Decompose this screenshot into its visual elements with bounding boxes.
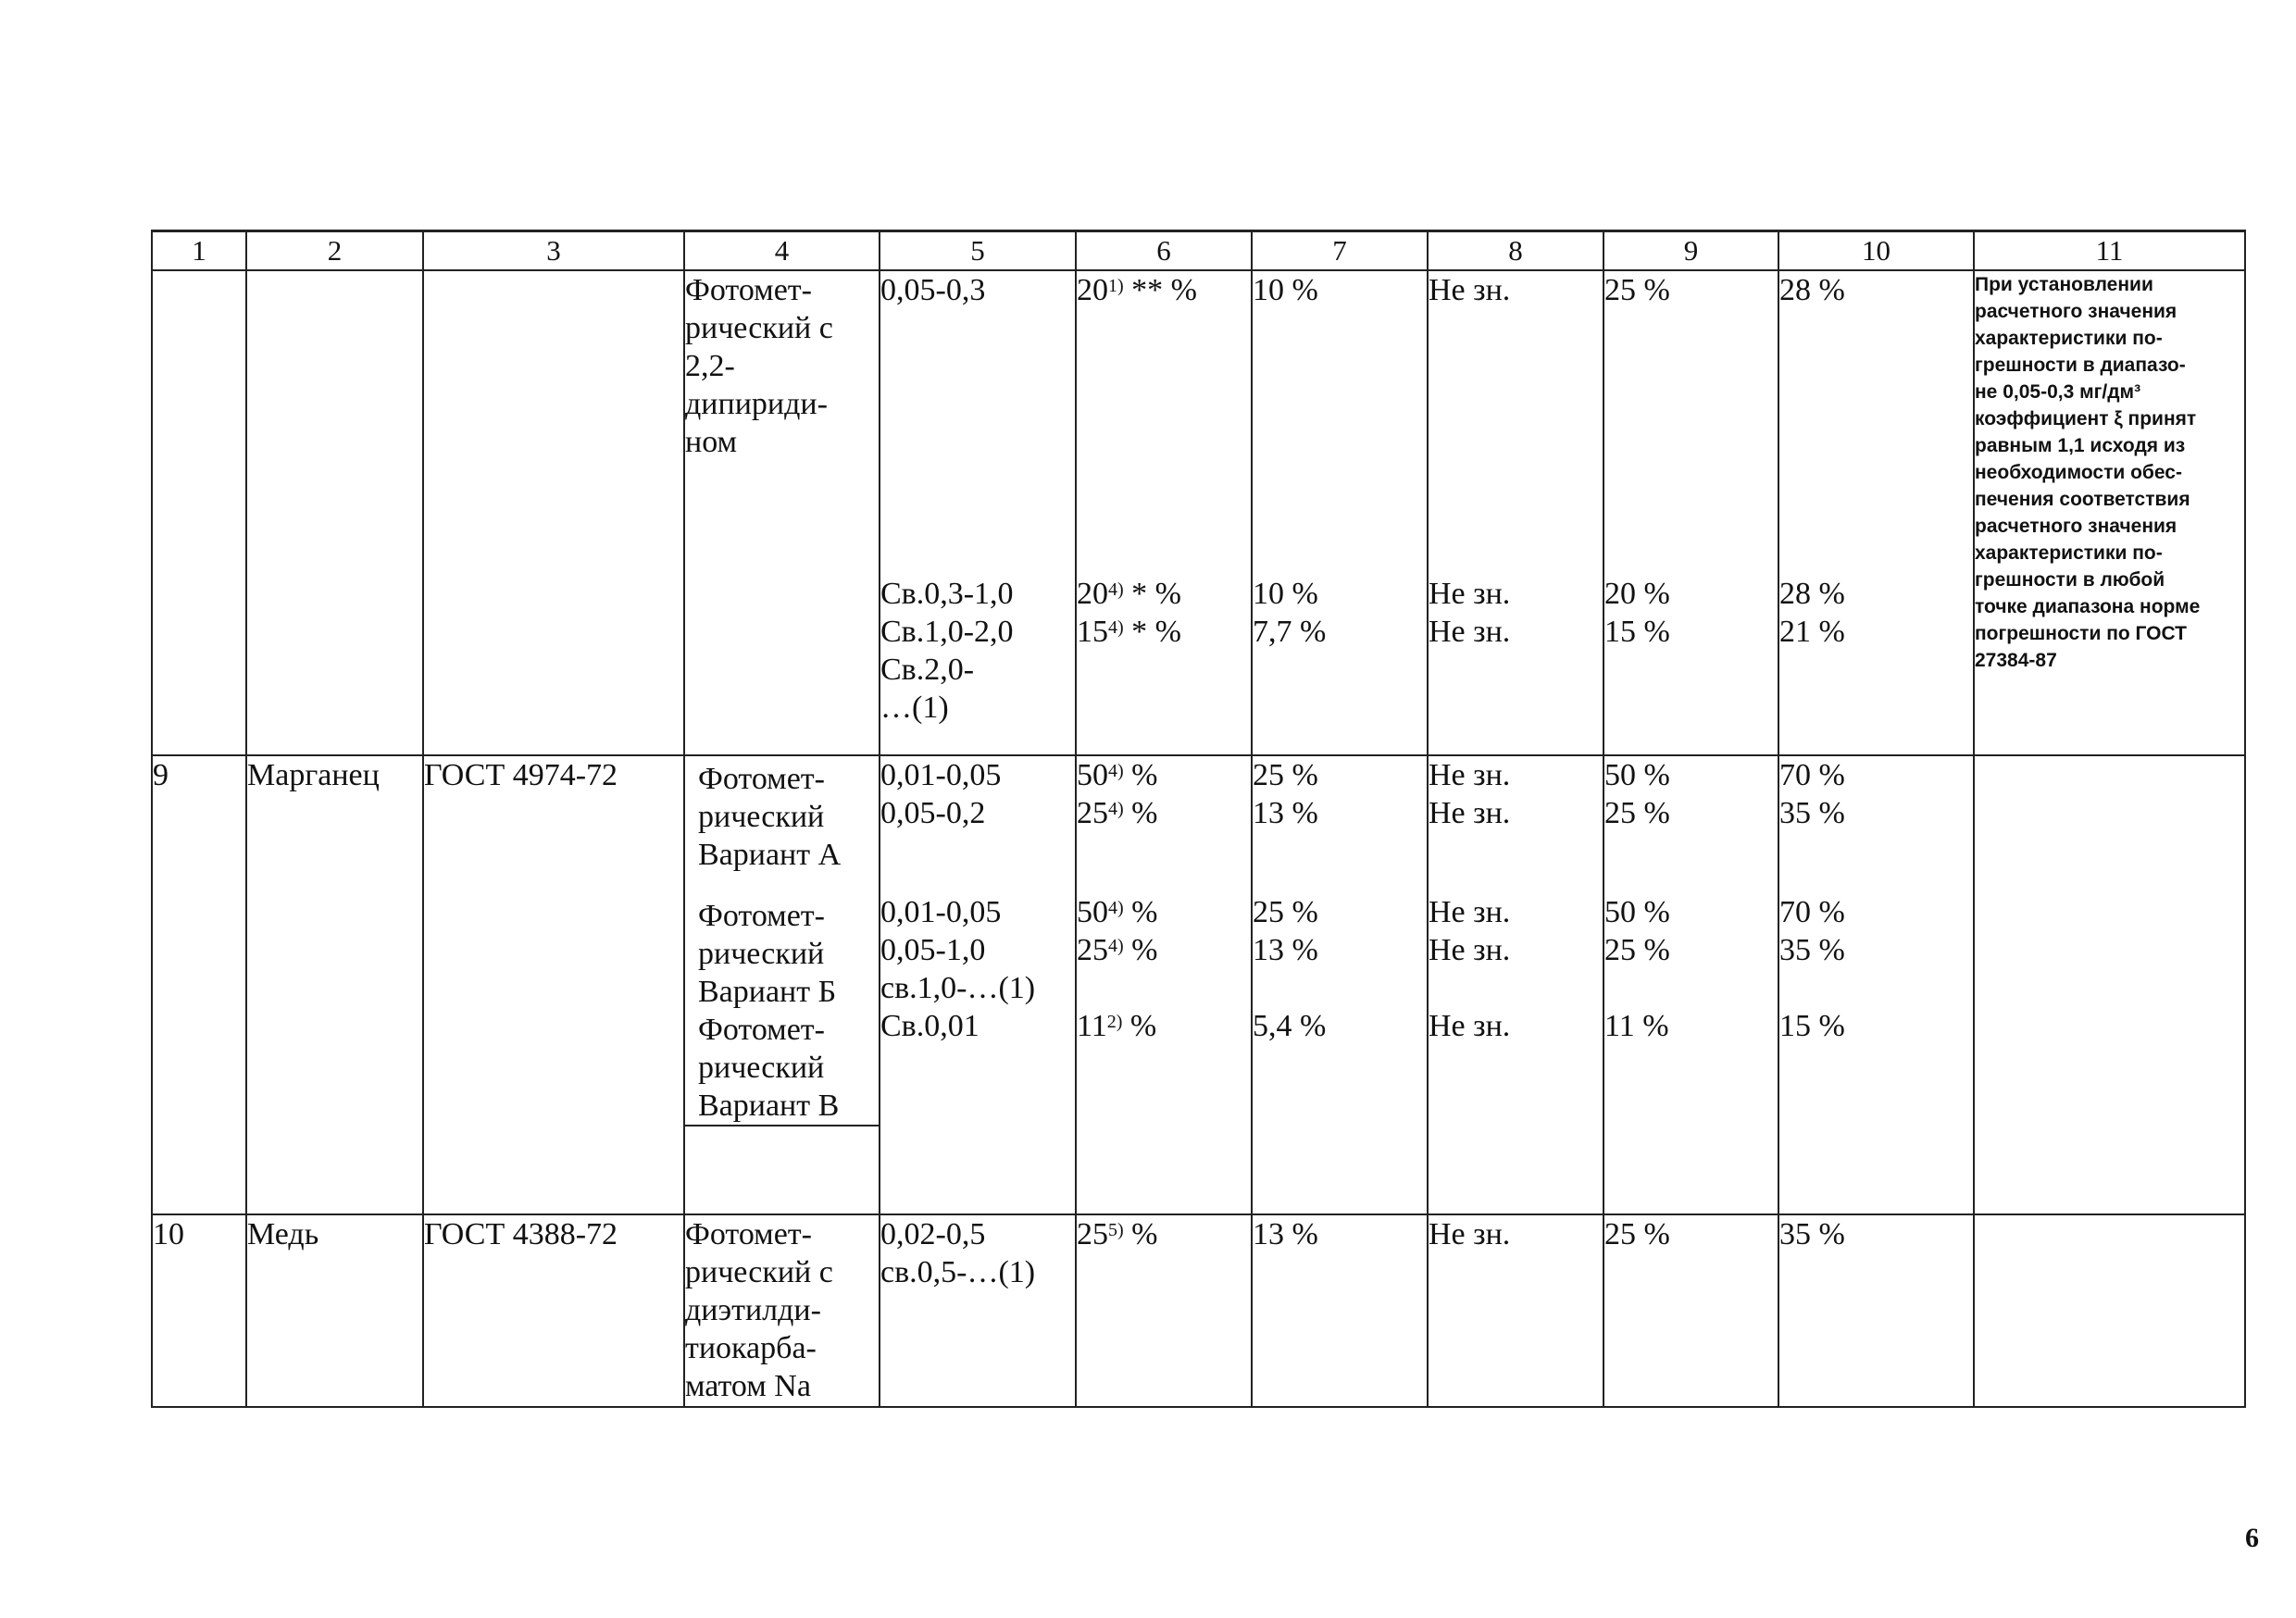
col7-cell [1252, 1214, 1428, 1407]
col6-suffix: % [1123, 796, 1158, 830]
col6-suffix: * % [1123, 577, 1181, 611]
col8-cell [1428, 1214, 1603, 1407]
gost-reference: ГОСТ 4974-72 [423, 755, 684, 1214]
method-line: диэтилди- [685, 1293, 821, 1327]
method-line: Фотомет- [698, 899, 825, 933]
col10-value: 35 % [1779, 796, 1845, 830]
col6-value [1077, 931, 1251, 969]
header-cell: 4 [684, 231, 880, 271]
col8-value: Не зн. [1429, 796, 1511, 830]
note-cell [1974, 755, 2245, 1214]
col8-value: Не зн. [1429, 577, 1511, 611]
row-number: 10 [152, 1214, 246, 1407]
note-line: характеристики по- [1975, 542, 2163, 564]
range-line: Св.0,3-1,0 [880, 577, 1014, 611]
col7-value: 10 % [1253, 273, 1318, 307]
method-line: дипириди- [685, 387, 828, 421]
col6-cell [1076, 755, 1252, 1214]
note-line: равным 1,1 исходя из [1975, 435, 2186, 456]
method-line: Фотомет- [698, 1013, 825, 1047]
col6-cell [1076, 270, 1252, 755]
note-line: При установлении [1975, 274, 2153, 295]
method-line: ном [685, 425, 738, 459]
col6-value [1077, 1215, 1251, 1253]
method-cell [684, 1214, 880, 1407]
note-line: грешности в диапазо- [1975, 355, 2186, 376]
footnote-mark: 4) [1108, 761, 1124, 781]
range-line: Св.2,0- [880, 653, 975, 687]
col9-cell [1603, 1214, 1778, 1407]
col10-value: 70 % [1779, 895, 1845, 929]
col9-cell [1603, 270, 1778, 755]
col8-cell [1428, 270, 1603, 755]
col7-value: 25 % [1253, 758, 1318, 792]
range-cell [880, 1214, 1076, 1407]
empty-subcell [685, 1125, 879, 1202]
col9-value: 25 % [1604, 796, 1670, 830]
method-line: рический с [685, 1255, 833, 1289]
col6-number: 25 [1077, 1217, 1108, 1251]
method-line: рический [698, 1051, 825, 1085]
col6-number: 50 [1077, 895, 1108, 929]
element-name: Медь [246, 1214, 423, 1407]
note-line: грешности в любой [1975, 569, 2165, 591]
col10-value: 35 % [1779, 1217, 1845, 1251]
col10-value: 70 % [1779, 758, 1845, 792]
col9-value: 20 % [1604, 577, 1670, 611]
col8-value: Не зн. [1429, 1217, 1511, 1251]
header-cell: 6 [1076, 231, 1252, 271]
header-cell: 1 [152, 231, 246, 271]
note-line: расчетного значения [1975, 301, 2177, 322]
footnote-mark: 1) [1108, 276, 1124, 296]
footnote-mark: 4) [1108, 936, 1124, 956]
col7-value: 5,4 % [1253, 1009, 1327, 1043]
col9-value: 50 % [1604, 758, 1670, 792]
col6-number: 50 [1077, 758, 1108, 792]
method-line: Фотомет- [685, 273, 812, 307]
footnote-mark: 5) [1108, 1220, 1124, 1240]
range-line: 0,05-0,3 [880, 273, 986, 307]
note-line: 27384-87 [1975, 650, 2057, 671]
col10-value: 21 % [1779, 615, 1845, 649]
method-line: рический с [685, 311, 833, 345]
col7-value: 13 % [1253, 1217, 1318, 1251]
col9-value: 25 % [1604, 1217, 1670, 1251]
range-line: св.0,5-…(1) [880, 1255, 1036, 1289]
method-line: Фотомет- [685, 1217, 812, 1251]
col8-value: Не зн. [1429, 615, 1511, 649]
col8-value: Не зн. [1429, 758, 1511, 792]
note-line: погрешности по ГОСТ [1975, 623, 2187, 644]
col9-value: 11 % [1604, 1009, 1669, 1043]
range-cell [880, 270, 1076, 755]
col6-value [1077, 756, 1251, 794]
col6-value [1077, 613, 1251, 651]
col10-value: 35 % [1779, 933, 1845, 967]
row-number [152, 270, 246, 755]
col6-value [1077, 575, 1251, 613]
method-line: 2,2- [685, 349, 735, 383]
method-line: рический [698, 800, 825, 834]
header-cell: 5 [880, 231, 1076, 271]
col7-value: 25 % [1253, 895, 1318, 929]
footnote-mark: 4) [1108, 579, 1124, 600]
note-line: не 0,05-0,3 мг/дм³ [1975, 381, 2141, 403]
col6-value [1077, 893, 1251, 931]
range-line: 0,05-0,2 [880, 796, 986, 830]
range-cell [880, 755, 1076, 1214]
gost-reference [423, 270, 684, 755]
method-line: рический [698, 937, 825, 971]
col10-value: 28 % [1779, 577, 1845, 611]
table-row [152, 1214, 2245, 1407]
col6-suffix: * % [1123, 615, 1181, 649]
col6-number: 15 [1077, 615, 1108, 649]
method-cell [684, 270, 880, 755]
method-cell [684, 755, 880, 1214]
col8-value: Не зн. [1429, 273, 1511, 307]
col6-value [1077, 1007, 1251, 1045]
header-cell: 8 [1428, 231, 1603, 271]
method-line: Вариант В [698, 1089, 840, 1123]
element-name: Марганец [246, 755, 423, 1214]
method-line: матом Na [685, 1369, 811, 1403]
col6-suffix: ** % [1123, 273, 1197, 307]
col6-value [1077, 271, 1251, 309]
gost-reference: ГОСТ 4388-72 [423, 1214, 684, 1407]
note-line: печения соответствия [1975, 489, 2190, 510]
col6-suffix: % [1123, 1217, 1158, 1251]
note-cell [1974, 270, 2245, 755]
col8-value: Не зн. [1429, 933, 1511, 967]
col7-value: 10 % [1253, 577, 1318, 611]
method-line: Фотомет- [698, 762, 825, 796]
method-line: Вариант Б [698, 975, 837, 1009]
method-block [685, 271, 879, 461]
col7-value: 7,7 % [1253, 615, 1327, 649]
footnote-mark: 4) [1108, 617, 1124, 638]
table-row [152, 270, 2245, 755]
header-cell: 7 [1252, 231, 1428, 271]
col7-cell [1252, 755, 1428, 1214]
range-line: …(1) [880, 691, 949, 725]
col6-suffix: % [1122, 1009, 1157, 1043]
range-line: 0,05-1,0 [880, 933, 986, 967]
col8-value: Не зн. [1429, 895, 1511, 929]
range-line: 0,02-0,5 [880, 1217, 986, 1251]
col6-number: 25 [1077, 796, 1108, 830]
footnote-mark: 2) [1106, 1012, 1123, 1032]
range-line: Св.0,01 [880, 1009, 980, 1043]
col6-suffix: % [1123, 895, 1158, 929]
col6-suffix: % [1123, 758, 1158, 792]
note-line: коэффициент ξ принят [1975, 408, 2197, 429]
col10-value: 15 % [1779, 1009, 1845, 1043]
range-line: св.1,0-…(1) [880, 971, 1036, 1005]
col10-cell [1778, 270, 1974, 755]
col6-number: 11 [1077, 1009, 1107, 1043]
col9-value: 15 % [1604, 615, 1670, 649]
note-line: характеристики по- [1975, 328, 2163, 349]
col6-value [1077, 794, 1251, 832]
col6-number: 20 [1077, 273, 1108, 307]
col8-cell [1428, 755, 1603, 1214]
method-line: Вариант А [698, 838, 842, 872]
col6-number: 25 [1077, 933, 1108, 967]
data-table [151, 230, 2246, 1408]
col7-value: 13 % [1253, 933, 1318, 967]
header-cell: 9 [1603, 231, 1778, 271]
method-block [685, 756, 879, 1125]
col9-value: 25 % [1604, 933, 1670, 967]
header-cell: 3 [423, 231, 684, 271]
col10-cell [1778, 1214, 1974, 1407]
range-line: 0,01-0,05 [880, 758, 1002, 792]
col9-value: 25 % [1604, 273, 1670, 307]
page-number: 6 [2245, 1523, 2259, 1553]
col8-value: Не зн. [1429, 1009, 1511, 1043]
header-cell: 11 [1974, 231, 2245, 271]
header-cell: 10 [1778, 231, 1974, 271]
col9-cell [1603, 755, 1778, 1214]
col10-value: 28 % [1779, 273, 1845, 307]
header-row [152, 231, 2245, 271]
header-cell: 2 [246, 231, 423, 271]
note-line: точке диапазона норме [1975, 596, 2201, 617]
table-row [152, 755, 2245, 1214]
note-line: расчетного значения [1975, 516, 2177, 537]
range-line: 0,01-0,05 [880, 895, 1002, 929]
note-cell [1974, 1214, 2245, 1407]
col6-suffix: % [1123, 933, 1158, 967]
col10-cell [1778, 755, 1974, 1214]
range-line: Св.1,0-2,0 [880, 615, 1014, 649]
footnote-mark: 4) [1108, 898, 1124, 918]
method-line: тиокарба- [685, 1331, 817, 1365]
element-name [246, 270, 423, 755]
col9-value: 50 % [1604, 895, 1670, 929]
col7-value: 13 % [1253, 796, 1318, 830]
col7-cell [1252, 270, 1428, 755]
footnote-mark: 4) [1108, 799, 1124, 819]
col6-number: 20 [1077, 577, 1108, 611]
col6-cell [1076, 1214, 1252, 1407]
note-line: необходимости обес- [1975, 462, 2182, 483]
row-number: 9 [152, 755, 246, 1214]
